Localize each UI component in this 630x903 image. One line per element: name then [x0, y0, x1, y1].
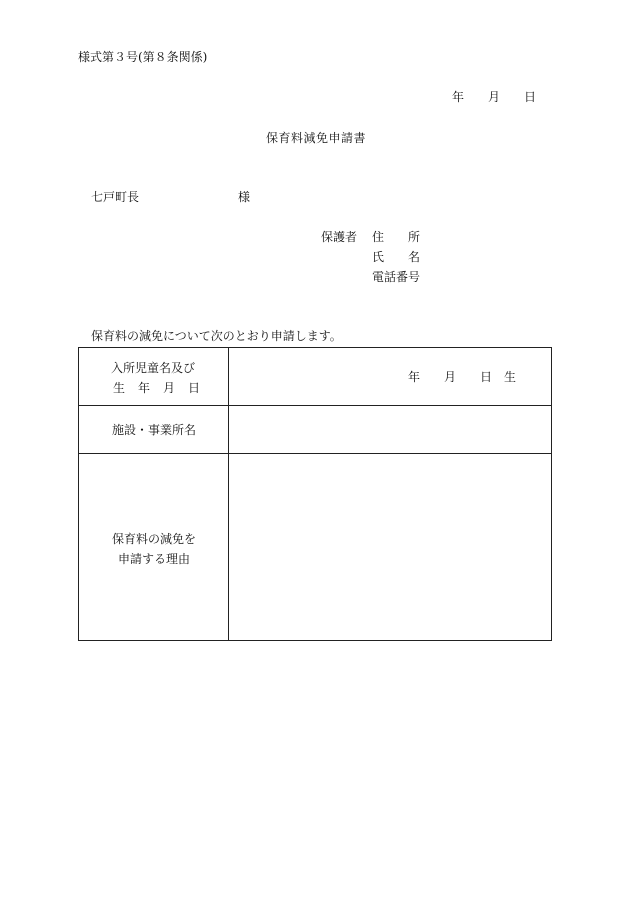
date-line [452, 91, 536, 103]
guardian-name-label: 氏 名 [372, 250, 421, 264]
reason-label-line2: 申請する理由 [118, 552, 191, 566]
reason-label-cell [79, 454, 229, 640]
reason-label-line1: 保育料の減免を [112, 532, 197, 546]
facility-label-cell [79, 406, 229, 453]
application-table [78, 347, 552, 641]
form-number: 様式第３号(第８条関係) [78, 50, 208, 64]
date-day-label: 日 [524, 90, 537, 104]
date-month-label: 月 [488, 90, 501, 104]
guardian-phone-label: 電話番号 [372, 270, 421, 284]
birthdate-label: 生 年 月 日 [113, 381, 201, 395]
guardian-label: 保護者 [321, 230, 358, 244]
facility-value-cell[interactable] [229, 406, 551, 453]
document-title: 保育料減免申請書 [266, 131, 367, 145]
facility-label: 施設・事業所名 [112, 423, 197, 437]
addressee-honorific: 様 [238, 190, 251, 204]
child-name-row [79, 348, 551, 406]
child-name-label: 入所児童名及び [111, 361, 196, 375]
reason-row [79, 454, 551, 640]
intro-text: 保育料の減免について次のとおり申請します。 [91, 329, 342, 343]
facility-row [79, 406, 551, 454]
guardian-address-label: 住 所 [372, 230, 421, 244]
child-name-label-cell [79, 348, 229, 405]
reason-value-cell[interactable] [229, 454, 551, 640]
date-year-label: 年 [452, 90, 465, 104]
child-name-value-cell[interactable] [229, 348, 551, 405]
addressee-name: 七戸町長 [91, 190, 140, 204]
birthdate-suffix: 年 月 日 生 [408, 370, 517, 384]
